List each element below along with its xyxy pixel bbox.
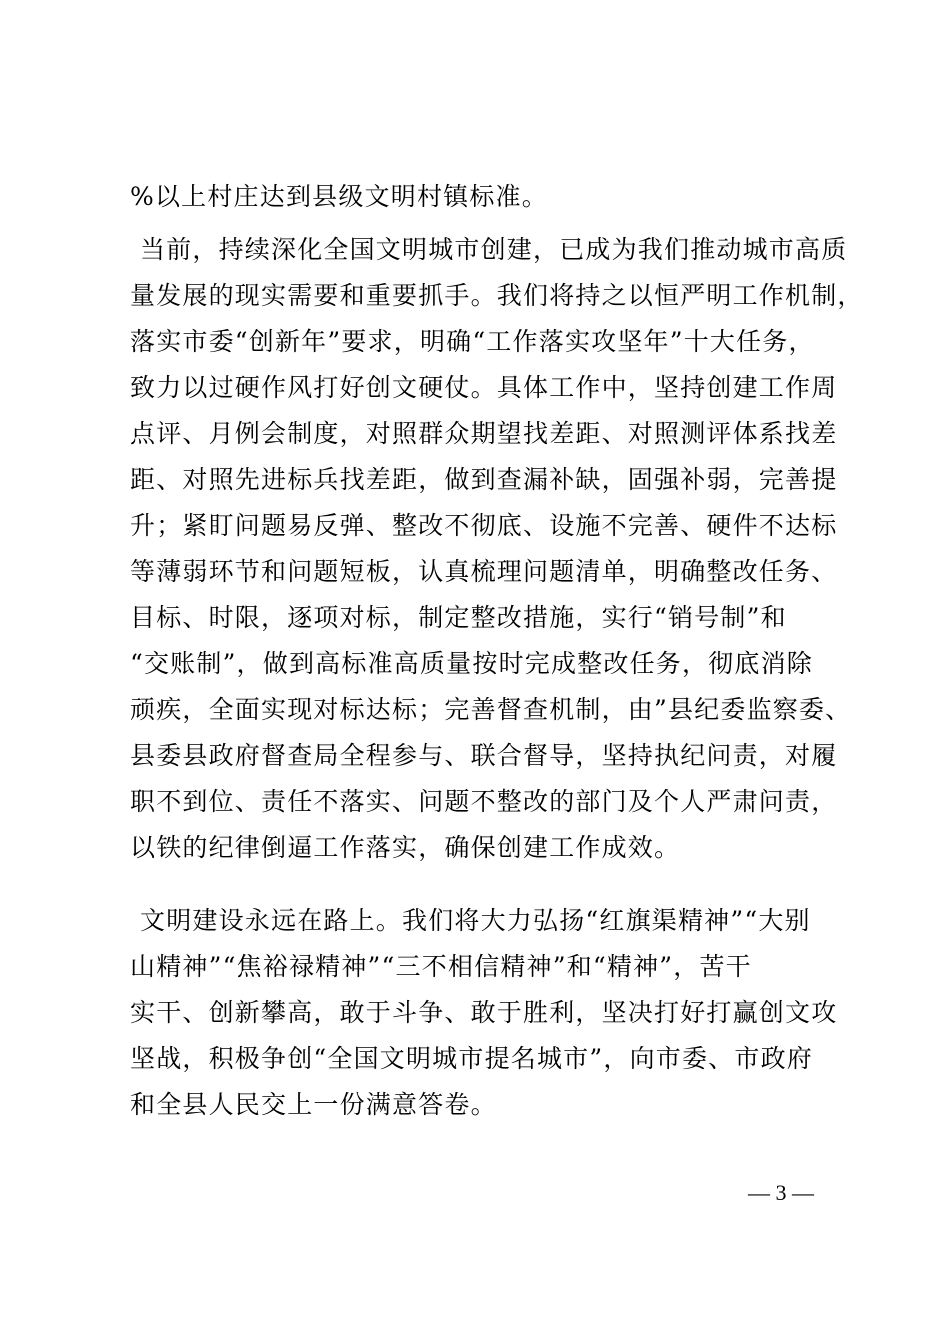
paragraph-2-line-3: 落实市委“创新年”要求，明确“工作落实攻坚年”十大任务， [130, 327, 815, 356]
paragraph-3-line-3: 实干、创新攀高，敢于斗争、敢于胜利，坚决打好打赢创文攻 [130, 998, 838, 1027]
paragraph-2-line-13: 职不到位、责任不落实、问题不整改的部门及个人严肃问责， [130, 787, 838, 816]
paragraph-2-line-7: 升；紧盯问题易反弹、整改不彻底、设施不完善、硬件不达标 [130, 511, 838, 540]
paragraph-3-line-1: 文明建设永远在路上。我们将大力弘扬“红旗渠精神”“大别 [140, 906, 811, 935]
paragraph-3-line-2: 山精神”“焦裕禄精神”“三不相信精神”和“精神”，苦干 [130, 952, 752, 981]
paragraph-2-line-4: 致力以过硬作风打好创文硬仗。具体工作中，坚持创建工作周 [130, 373, 838, 402]
paragraph-2-line-1: 当前，持续深化全国文明城市创建，已成为我们推动城市高质 [140, 235, 848, 264]
paragraph-2-line-5: 点评、月例会制度，对照群众期望找差距、对照测评体系找差 [130, 419, 838, 448]
paragraph-2-line-11: 顽疾，全面实现对标达标；完善督查机制，由”县纪委监察委、 [130, 695, 852, 724]
paragraph-2-line-8: 等薄弱环节和问题短板，认真梳理问题清单，明确整改任务、 [130, 557, 838, 586]
paragraph-3-line-4: 坚战，积极争创“全国文明城市提名城市”，向市委、市政府 [130, 1044, 813, 1073]
paragraph-2-line-6: 距、对照先进标兵找差距，做到查漏补缺，固强补弱，完善提 [130, 465, 838, 494]
paragraph-3-line-5: 和全县人民交上一份满意答卷。 [130, 1090, 497, 1119]
paragraph-2-line-9: 目标、时限，逐项对标，制定整改措施，实行“销号制”和 [130, 603, 787, 632]
paragraph-2-line-12: 县委县政府督查局全程参与、联合督导，坚持执纪问责，对履 [130, 741, 838, 770]
paragraph-1-line-1: %以上村庄达到县级文明村镇标准。 [130, 182, 548, 211]
paragraph-2-line-10: “交账制”，做到高标准高质量按时完成整改任务，彻底消除 [130, 649, 813, 678]
paragraph-2-line-2: 量发展的现实需要和重要抓手。我们将持之以恒严明工作机制， [130, 281, 864, 310]
page-number: — 3 — [748, 1180, 814, 1205]
paragraph-2-line-14: 以铁的纪律倒逼工作落实，确保创建工作成效。 [130, 833, 681, 862]
